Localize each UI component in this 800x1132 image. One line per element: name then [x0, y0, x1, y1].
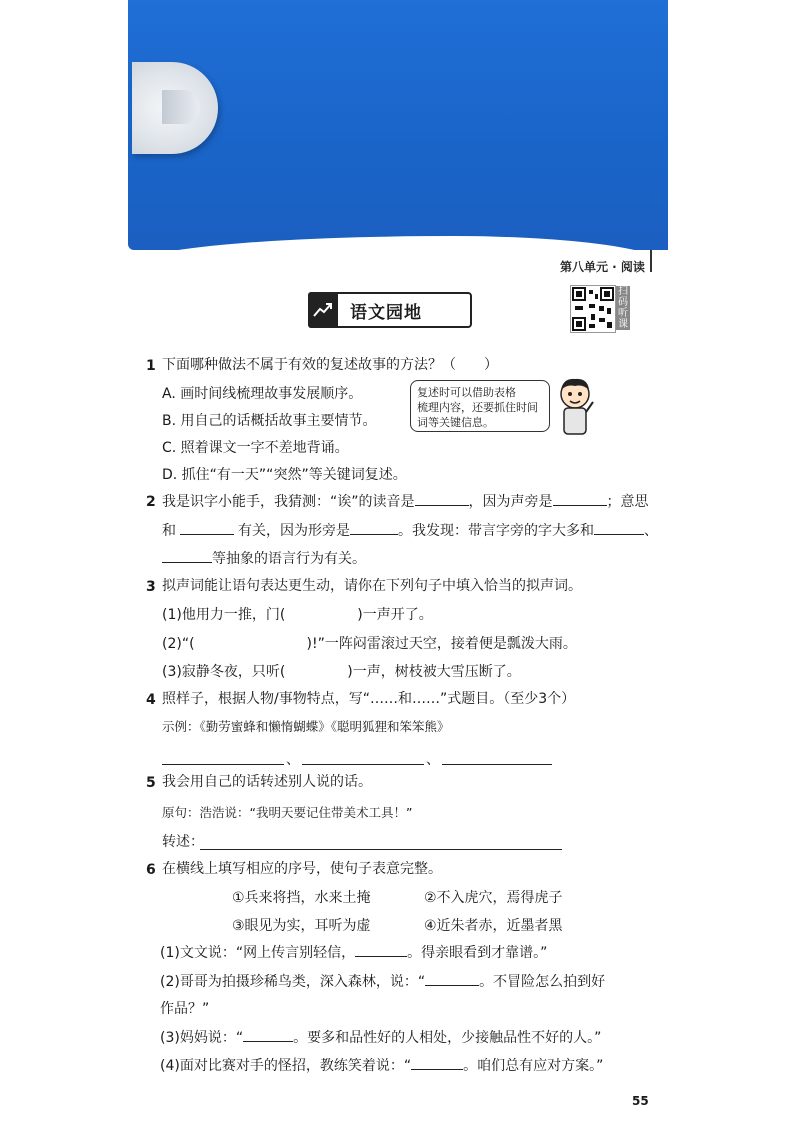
q2-text: 、 — [644, 523, 658, 539]
q3-text: )一声，树枝被大雪压断了。 — [347, 664, 521, 680]
q6-sentence-2-cont: 作品？” — [160, 1001, 210, 1017]
retell-label: 转述： — [162, 834, 204, 850]
q6-sentence-3 — [160, 1027, 601, 1048]
tip-line: 词等关键信息。 — [417, 416, 494, 429]
q2-text: 等抽象的语言行为有关。 — [212, 551, 366, 567]
question-number: 5 — [146, 775, 156, 791]
answer-blank[interactable] — [243, 1027, 293, 1042]
q3-sentence-1 — [162, 605, 433, 625]
answer-line[interactable] — [442, 764, 552, 765]
question-text: 在横线上填写相应的序号，使句子表意完整。 — [162, 861, 442, 877]
q6-text: 。不冒险怎么拍到好 — [479, 974, 606, 990]
answer-blank[interactable] — [425, 971, 479, 986]
q2-text: 我是识字小能手，我猜测：“诶”的读音是 — [162, 494, 415, 510]
separator: 、 — [286, 752, 300, 768]
q3-sentence-3 — [162, 662, 521, 682]
q2-line-1 — [162, 491, 649, 512]
tip-line: 梳理内容，还要抓住时间 — [417, 401, 538, 414]
q3-text: (1)他用力一推，门( — [162, 607, 286, 623]
answer-blank[interactable] — [162, 548, 212, 563]
section-title: 语文园地 — [350, 303, 422, 323]
q6-text: (4)面对比赛对手的怪招，教练笑着说：“ — [160, 1058, 412, 1074]
idiom-3: ③眼见为实，耳听为虚 — [232, 918, 371, 934]
answer-line[interactable] — [302, 764, 424, 765]
q6-text: 。得亲眼看到才靠谱。” — [407, 945, 548, 961]
answer-blank[interactable] — [594, 520, 644, 535]
q3-text: )!”一阵闷雷滚过天空，接着便是瓢泼大雨。 — [306, 636, 577, 652]
q6-text: (1)文文说：“网上传言别轻信， — [160, 945, 356, 961]
cartoon-boy-icon — [555, 376, 595, 440]
question-number: 3 — [146, 579, 156, 595]
answer-blank[interactable] — [355, 942, 407, 957]
option-b: B. 用自己的话概括故事主要情节。 — [162, 413, 377, 429]
tip-bubble — [410, 380, 550, 432]
original-sentence: 原句：浩浩说：“我明天要记住带美术工具！” — [162, 805, 413, 820]
unit-header: 第八单元 · 阅读 — [560, 260, 645, 274]
question-text: 下面哪种做法不属于有效的复述故事的方法？（ ） — [162, 357, 498, 373]
q3-sentence-2 — [162, 634, 577, 654]
question-text: 拟声词能让语句表达更生动，请你在下列句子中填入恰当的拟声词。 — [162, 578, 582, 594]
qr-tag: 扫码听课 — [618, 286, 628, 330]
answer-line[interactable] — [200, 849, 562, 850]
question-number: 1 — [146, 358, 156, 374]
example-text: 示例：《勤劳蜜蜂和懒惰蝴蝶》《聪明狐狸和笨笨熊》 — [162, 719, 450, 734]
idiom-4: ④近朱者赤，近墨者黑 — [424, 918, 563, 934]
option-a: A. 画时间线梳理故事发展顺序。 — [162, 386, 363, 402]
qr-code-icon[interactable] — [570, 285, 616, 333]
q2-line-2 — [162, 520, 658, 541]
answer-blank[interactable] — [553, 491, 607, 506]
q2-text: 有关，因为形旁是 — [238, 523, 350, 539]
q6-text: (3)妈妈说：“ — [160, 1030, 244, 1046]
q2-text: ；意思 — [606, 494, 649, 510]
header-rule — [650, 250, 652, 272]
question-number: 2 — [146, 494, 156, 510]
q6-sentence-2 — [160, 971, 605, 992]
separator: 、 — [426, 752, 440, 768]
option-c: C. 照着课文一字不差地背诵。 — [162, 440, 349, 456]
answer-blank[interactable] — [350, 520, 398, 535]
question-number: 6 — [146, 862, 156, 878]
q2-text: 。我发现：带言字旁的字大多和 — [398, 523, 594, 539]
q6-text: 。要多和品性好的人相处，少接触品性不好的人。” — [293, 1030, 602, 1046]
q6-text: 。咱们总有应对方案。” — [463, 1058, 604, 1074]
section-banner — [308, 292, 472, 328]
q2-text: 和 — [162, 523, 176, 539]
idiom-2: ②不入虎穴，焉得虎子 — [424, 890, 563, 906]
question-text: 照样子，根据人物/事物特点，写“……和……”式题目。（至少3个） — [162, 691, 576, 707]
q3-text: (3)寂静冬夜，只听( — [162, 664, 286, 680]
q6-sentence-1 — [160, 942, 547, 963]
page-number: 55 — [632, 1094, 649, 1108]
q3-text: )一声开了。 — [357, 607, 433, 623]
answer-blank[interactable] — [411, 1055, 463, 1070]
answer-line[interactable] — [162, 764, 284, 765]
question-text: 我会用自己的话转述别人说的话。 — [162, 774, 372, 790]
q6-sentence-4 — [160, 1055, 603, 1076]
chart-icon — [308, 292, 338, 328]
tip-line: 复述时可以借助表格 — [417, 386, 516, 399]
q2-line-3 — [162, 548, 366, 569]
idiom-1: ①兵来将挡，水来土掩 — [232, 890, 371, 906]
answer-blank[interactable] — [180, 520, 234, 535]
question-number: 4 — [146, 692, 156, 708]
option-d: D. 抓住“有一天”“突然”等关键词复述。 — [162, 467, 407, 483]
q3-text: (2)“( — [162, 636, 195, 652]
q6-text: (2)哥哥为拍摄珍稀鸟类，深入森林，说：“ — [160, 974, 426, 990]
answer-blank[interactable] — [415, 491, 469, 506]
clip-slot — [162, 90, 200, 124]
q2-text: ，因为声旁是 — [468, 494, 553, 510]
